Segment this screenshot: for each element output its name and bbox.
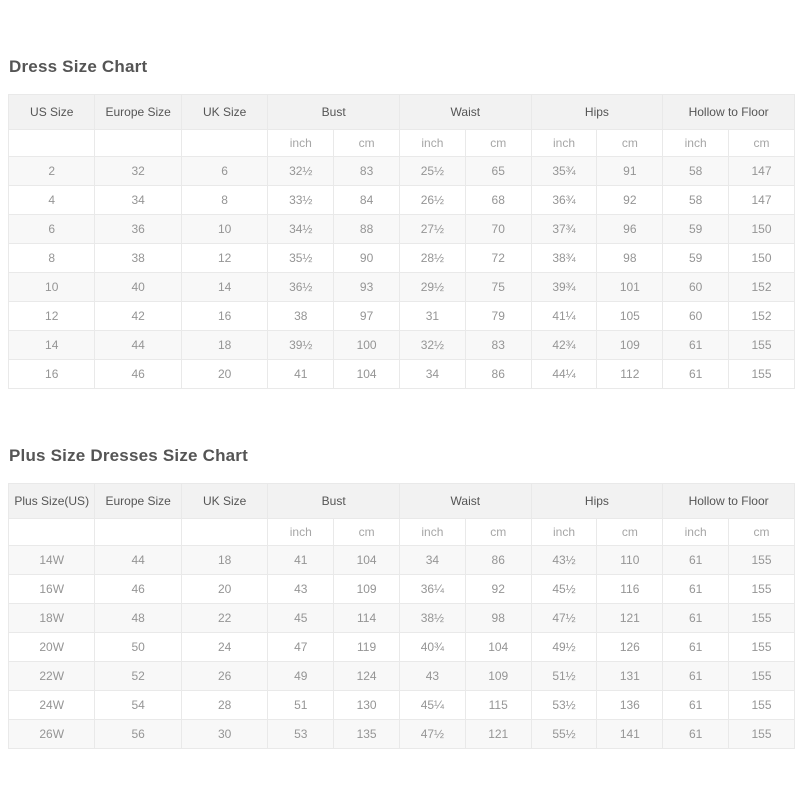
table-cell: 141: [597, 720, 663, 749]
table-cell: 155: [729, 546, 795, 575]
table-cell: 93: [334, 273, 400, 302]
table-cell: 83: [465, 331, 531, 360]
table-cell: 98: [465, 604, 531, 633]
table-cell: 155: [729, 360, 795, 389]
column-group-header: Hips: [531, 95, 663, 130]
table-cell: 150: [729, 215, 795, 244]
table-cell: 147: [729, 186, 795, 215]
table-cell: 37¾: [531, 215, 597, 244]
table-cell: 2: [9, 157, 95, 186]
unit-header: cm: [334, 130, 400, 157]
unit-header: inch: [399, 130, 465, 157]
unit-header: inch: [531, 130, 597, 157]
table-cell: 25½: [399, 157, 465, 186]
table-cell: 34: [95, 186, 181, 215]
table-cell: 147: [729, 157, 795, 186]
dress-size-table: [8, 94, 795, 389]
table-cell: 49½: [531, 633, 597, 662]
table-row: [9, 691, 795, 720]
table-cell: 43: [268, 575, 334, 604]
table-cell: 38: [95, 244, 181, 273]
empty-header-cell: [95, 519, 181, 546]
table-cell: 26: [181, 662, 267, 691]
table-cell: 130: [334, 691, 400, 720]
table-cell: 86: [465, 360, 531, 389]
table-cell: 49: [268, 662, 334, 691]
table-row: [9, 215, 795, 244]
column-group-header: Hollow to Floor: [663, 484, 795, 519]
table-cell: 98: [597, 244, 663, 273]
column-group-header: Waist: [399, 95, 531, 130]
table-cell: 51: [268, 691, 334, 720]
table-row: [9, 662, 795, 691]
table-row: [9, 575, 795, 604]
table-cell: 47: [268, 633, 334, 662]
table-cell: 61: [663, 633, 729, 662]
table-cell: 60: [663, 302, 729, 331]
table-cell: 59: [663, 215, 729, 244]
table-cell: 104: [334, 360, 400, 389]
table-cell: 70: [465, 215, 531, 244]
table-cell: 54: [95, 691, 181, 720]
table-row: [9, 633, 795, 662]
table-cell: 46: [95, 575, 181, 604]
table-cell: 121: [597, 604, 663, 633]
table-cell: 92: [465, 575, 531, 604]
unit-header: cm: [597, 130, 663, 157]
table-cell: 56: [95, 720, 181, 749]
table-row: [9, 546, 795, 575]
table-cell: 90: [334, 244, 400, 273]
table-cell: 38½: [399, 604, 465, 633]
table-cell: 33½: [268, 186, 334, 215]
table-cell: 61: [663, 691, 729, 720]
table-cell: 116: [597, 575, 663, 604]
table-cell: 155: [729, 575, 795, 604]
table-cell: 121: [465, 720, 531, 749]
column-header: US Size: [9, 95, 95, 130]
table-cell: 79: [465, 302, 531, 331]
dress-size-chart-title: Dress Size Chart: [9, 57, 148, 76]
unit-header: inch: [663, 130, 729, 157]
table-cell: 92: [597, 186, 663, 215]
table-cell: 18: [181, 331, 267, 360]
table-cell: 109: [597, 331, 663, 360]
table-cell: 53: [268, 720, 334, 749]
table-cell: 126: [597, 633, 663, 662]
table-cell: 31: [399, 302, 465, 331]
column-header: Plus Size(US): [9, 484, 95, 519]
table-cell: 44¼: [531, 360, 597, 389]
table-cell: 150: [729, 244, 795, 273]
table-cell: 124: [334, 662, 400, 691]
table-cell: 34½: [268, 215, 334, 244]
unit-header-row: [9, 519, 795, 546]
table-cell: 105: [597, 302, 663, 331]
table-cell: 61: [663, 331, 729, 360]
table-row: [9, 273, 795, 302]
table-cell: 12: [181, 244, 267, 273]
table-cell: 96: [597, 215, 663, 244]
table-row: [9, 331, 795, 360]
table-cell: 104: [334, 546, 400, 575]
table-row: [9, 720, 795, 749]
table-cell: 97: [334, 302, 400, 331]
table-cell: 16: [9, 360, 95, 389]
table-cell: 27½: [399, 215, 465, 244]
column-header: UK Size: [181, 95, 267, 130]
table-cell: 45¼: [399, 691, 465, 720]
table-cell: 119: [334, 633, 400, 662]
table-cell: 52: [95, 662, 181, 691]
table-cell: 41: [268, 546, 334, 575]
table-cell: 51½: [531, 662, 597, 691]
table-cell: 42: [95, 302, 181, 331]
unit-header: cm: [597, 519, 663, 546]
table-row: [9, 157, 795, 186]
column-group-header: Hollow to Floor: [663, 95, 795, 130]
table-cell: 109: [465, 662, 531, 691]
unit-header: cm: [334, 519, 400, 546]
table-cell: 72: [465, 244, 531, 273]
column-header: UK Size: [181, 484, 267, 519]
table-cell: 18W: [9, 604, 95, 633]
table-cell: 18: [181, 546, 267, 575]
table-cell: 75: [465, 273, 531, 302]
empty-header-cell: [9, 519, 95, 546]
table-cell: 8: [181, 186, 267, 215]
table-cell: 58: [663, 186, 729, 215]
table-cell: 155: [729, 633, 795, 662]
table-row: [9, 186, 795, 215]
table-cell: 114: [334, 604, 400, 633]
table-cell: 10: [181, 215, 267, 244]
table-cell: 16: [181, 302, 267, 331]
table-cell: 47½: [531, 604, 597, 633]
table-cell: 12: [9, 302, 95, 331]
table-cell: 61: [663, 720, 729, 749]
table-cell: 16W: [9, 575, 95, 604]
unit-header-row: [9, 130, 795, 157]
table-cell: 68: [465, 186, 531, 215]
table-cell: 45½: [531, 575, 597, 604]
table-cell: 84: [334, 186, 400, 215]
table-cell: 14: [9, 331, 95, 360]
table-cell: 110: [597, 546, 663, 575]
table-cell: 47½: [399, 720, 465, 749]
table-cell: 40: [95, 273, 181, 302]
table-cell: 40¾: [399, 633, 465, 662]
column-header-row: [9, 484, 795, 519]
table-cell: 155: [729, 331, 795, 360]
unit-header: cm: [729, 519, 795, 546]
unit-header: inch: [399, 519, 465, 546]
table-cell: 24: [181, 633, 267, 662]
table-cell: 6: [181, 157, 267, 186]
table-cell: 43½: [531, 546, 597, 575]
table-cell: 34: [399, 546, 465, 575]
table-cell: 42¾: [531, 331, 597, 360]
table-cell: 26½: [399, 186, 465, 215]
table-cell: 115: [465, 691, 531, 720]
column-group-header: Bust: [268, 95, 400, 130]
table-cell: 20W: [9, 633, 95, 662]
table-cell: 34: [399, 360, 465, 389]
empty-header-cell: [9, 130, 95, 157]
table-cell: 109: [334, 575, 400, 604]
column-group-header: Bust: [268, 484, 400, 519]
table-cell: 32: [95, 157, 181, 186]
column-group-header: Waist: [399, 484, 531, 519]
table-cell: 88: [334, 215, 400, 244]
dress-size-chart-section: [8, 57, 795, 389]
table-cell: 135: [334, 720, 400, 749]
unit-header: cm: [729, 130, 795, 157]
plus-size-chart-section: [8, 446, 795, 749]
table-cell: 58: [663, 157, 729, 186]
table-cell: 28: [181, 691, 267, 720]
table-cell: 39½: [268, 331, 334, 360]
table-cell: 8: [9, 244, 95, 273]
table-cell: 60: [663, 273, 729, 302]
unit-header: cm: [465, 519, 531, 546]
column-header: Europe Size: [95, 484, 181, 519]
table-cell: 100: [334, 331, 400, 360]
table-cell: 53½: [531, 691, 597, 720]
unit-header: cm: [465, 130, 531, 157]
table-cell: 24W: [9, 691, 95, 720]
table-cell: 36¼: [399, 575, 465, 604]
unit-header: inch: [268, 519, 334, 546]
table-cell: 10: [9, 273, 95, 302]
unit-header: inch: [268, 130, 334, 157]
table-cell: 36: [95, 215, 181, 244]
table-cell: 35¾: [531, 157, 597, 186]
table-cell: 41: [268, 360, 334, 389]
table-row: [9, 360, 795, 389]
table-cell: 55½: [531, 720, 597, 749]
table-cell: 91: [597, 157, 663, 186]
table-cell: 61: [663, 575, 729, 604]
table-cell: 41¼: [531, 302, 597, 331]
table-row: [9, 244, 795, 273]
table-cell: 155: [729, 662, 795, 691]
table-cell: 44: [95, 546, 181, 575]
table-cell: 65: [465, 157, 531, 186]
table-cell: 6: [9, 215, 95, 244]
table-cell: 35½: [268, 244, 334, 273]
table-cell: 59: [663, 244, 729, 273]
table-cell: 104: [465, 633, 531, 662]
table-cell: 22W: [9, 662, 95, 691]
table-cell: 152: [729, 302, 795, 331]
column-group-header: Hips: [531, 484, 663, 519]
column-header-row: [9, 95, 795, 130]
table-cell: 155: [729, 604, 795, 633]
table-cell: 86: [465, 546, 531, 575]
table-cell: 45: [268, 604, 334, 633]
table-cell: 136: [597, 691, 663, 720]
table-cell: 39¾: [531, 273, 597, 302]
table-cell: 48: [95, 604, 181, 633]
table-cell: 61: [663, 662, 729, 691]
table-cell: 14W: [9, 546, 95, 575]
table-cell: 112: [597, 360, 663, 389]
table-row: [9, 302, 795, 331]
column-header: Europe Size: [95, 95, 181, 130]
unit-header: inch: [663, 519, 729, 546]
empty-header-cell: [95, 130, 181, 157]
table-cell: 32½: [268, 157, 334, 186]
table-cell: 43: [399, 662, 465, 691]
table-cell: 152: [729, 273, 795, 302]
table-cell: 38¾: [531, 244, 597, 273]
table-cell: 20: [181, 575, 267, 604]
table-cell: 83: [334, 157, 400, 186]
table-cell: 36¾: [531, 186, 597, 215]
plus-size-table: [8, 483, 795, 749]
table-cell: 30: [181, 720, 267, 749]
empty-header-cell: [181, 519, 267, 546]
table-row: [9, 604, 795, 633]
plus-size-chart-title: Plus Size Dresses Size Chart: [9, 446, 248, 465]
table-cell: 28½: [399, 244, 465, 273]
table-cell: 26W: [9, 720, 95, 749]
table-cell: 131: [597, 662, 663, 691]
table-cell: 61: [663, 546, 729, 575]
table-cell: 4: [9, 186, 95, 215]
table-cell: 36½: [268, 273, 334, 302]
table-cell: 29½: [399, 273, 465, 302]
table-cell: 46: [95, 360, 181, 389]
table-cell: 61: [663, 360, 729, 389]
table-cell: 38: [268, 302, 334, 331]
table-cell: 14: [181, 273, 267, 302]
table-cell: 22: [181, 604, 267, 633]
unit-header: inch: [531, 519, 597, 546]
table-cell: 32½: [399, 331, 465, 360]
table-cell: 61: [663, 604, 729, 633]
empty-header-cell: [181, 130, 267, 157]
table-cell: 20: [181, 360, 267, 389]
table-cell: 101: [597, 273, 663, 302]
table-cell: 44: [95, 331, 181, 360]
table-cell: 50: [95, 633, 181, 662]
table-cell: 155: [729, 691, 795, 720]
table-cell: 155: [729, 720, 795, 749]
